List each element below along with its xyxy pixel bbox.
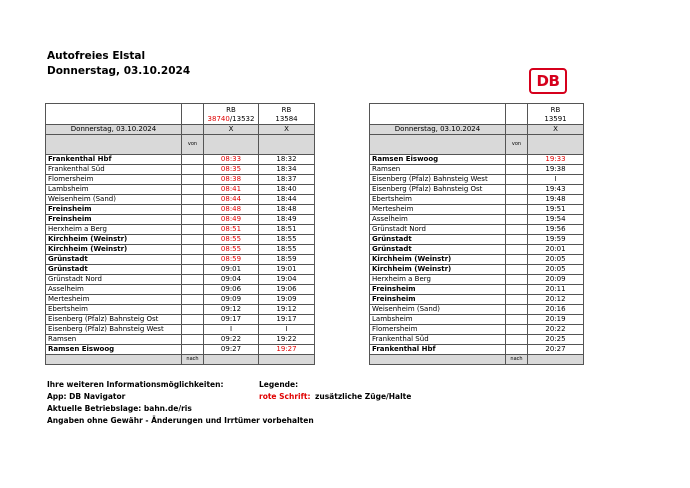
station-name: Grünstadt Nord — [370, 225, 506, 235]
time-cell: 19:17 — [259, 315, 315, 325]
table-row — [370, 285, 584, 295]
time-cell: 20:05 — [528, 255, 584, 265]
table-row — [46, 245, 315, 255]
train-number-main: 13584 — [275, 115, 298, 123]
station-name: Lambsheim — [46, 185, 182, 195]
table-row — [46, 165, 315, 175]
station-name: Frankenthal Hbf — [46, 155, 182, 165]
table-row — [370, 305, 584, 315]
label-empty — [182, 275, 204, 285]
von-empty — [46, 135, 182, 155]
train-number — [261, 115, 312, 124]
time-cell: 20:01 — [528, 245, 584, 255]
time-cell: 18:48 — [259, 205, 315, 215]
label-empty — [506, 315, 528, 325]
table-row — [46, 265, 315, 275]
table-row — [46, 325, 315, 335]
table-row — [370, 295, 584, 305]
label-empty — [506, 295, 528, 305]
time-cell: 09:09 — [204, 295, 259, 305]
table-row — [46, 155, 315, 165]
nach-empty — [46, 355, 182, 365]
time-cell: 19:56 — [528, 225, 584, 235]
train-number-main: /13532 — [229, 115, 255, 123]
label-empty — [506, 305, 528, 315]
time-cell: 19:04 — [259, 275, 315, 285]
train-header-2 — [259, 104, 315, 125]
time-cell: 19:33 — [528, 155, 584, 165]
time-cell: 09:04 — [204, 275, 259, 285]
label-empty — [506, 215, 528, 225]
date-empty — [182, 125, 204, 135]
time-cell: 08:55 — [204, 235, 259, 245]
von-cell — [528, 135, 584, 155]
station-name: Kirchheim (Weinstr) — [46, 245, 182, 255]
table-row — [46, 185, 315, 195]
table-row — [46, 285, 315, 295]
station-name: Grünstadt Nord — [46, 275, 182, 285]
station-name: Grünstadt — [46, 255, 182, 265]
time-cell: 20:09 — [528, 275, 584, 285]
time-cell: 09:17 — [204, 315, 259, 325]
table-row — [46, 315, 315, 325]
station-name: Grünstadt — [46, 265, 182, 275]
train-number — [206, 115, 256, 124]
station-name: Ramsen Eiswoog — [370, 155, 506, 165]
station-name: Asselheim — [46, 285, 182, 295]
station-name: Freinsheim — [370, 285, 506, 295]
time-cell: I — [204, 325, 259, 335]
page-title: Autofreies Elstal — [47, 50, 146, 62]
time-cell: 08:59 — [204, 255, 259, 265]
time-cell: 09:22 — [204, 335, 259, 345]
label-empty — [506, 235, 528, 245]
label-empty — [506, 185, 528, 195]
label-empty — [182, 205, 204, 215]
train-marker: X — [528, 125, 584, 135]
date-label: Donnerstag, 03.10.2024 — [46, 125, 182, 135]
label-empty — [182, 255, 204, 265]
page-date: Donnerstag, 03.10.2024 — [47, 65, 191, 77]
label-empty — [182, 195, 204, 205]
table-row — [370, 205, 584, 215]
label-empty — [506, 265, 528, 275]
table-row — [46, 345, 315, 355]
table-row — [370, 315, 584, 325]
time-cell: 18:55 — [259, 235, 315, 245]
timetable-right — [369, 103, 584, 365]
station-name: Ramsen Eiswoog — [46, 345, 182, 355]
time-cell: 19:22 — [259, 335, 315, 345]
time-cell: 20:16 — [528, 305, 584, 315]
label-empty — [182, 335, 204, 345]
info-heading: Ihre weiteren Informationsmöglichkeiten: — [47, 380, 224, 389]
station-name: Eisenberg (Pfalz) Bahnsteig Ost — [370, 185, 506, 195]
time-cell: 18:49 — [259, 215, 315, 225]
time-cell: 09:06 — [204, 285, 259, 295]
time-cell: 20:11 — [528, 285, 584, 295]
time-cell: 18:51 — [259, 225, 315, 235]
station-name: Freinsheim — [370, 295, 506, 305]
time-cell: 19:48 — [528, 195, 584, 205]
table-row — [370, 275, 584, 285]
time-cell: 18:34 — [259, 165, 315, 175]
table-row — [46, 195, 315, 205]
legend-red-text: zusätzliche Züge/Halte — [315, 392, 412, 401]
table-row — [370, 195, 584, 205]
header-empty-label — [506, 104, 528, 125]
time-cell: 20:22 — [528, 325, 584, 335]
table-row — [46, 275, 315, 285]
header-empty-label — [182, 104, 204, 125]
time-cell: 18:40 — [259, 185, 315, 195]
time-cell: 08:33 — [204, 155, 259, 165]
station-name: Kirchheim (Weinstr) — [46, 235, 182, 245]
time-cell: 09:27 — [204, 345, 259, 355]
station-name: Lambsheim — [370, 315, 506, 325]
table-row — [46, 215, 315, 225]
label-empty — [506, 175, 528, 185]
label-empty — [506, 245, 528, 255]
table-row — [370, 255, 584, 265]
info-app: App: DB Navigator — [47, 392, 126, 401]
time-cell: 19:27 — [259, 345, 315, 355]
label-empty — [506, 335, 528, 345]
time-cell: 08:41 — [204, 185, 259, 195]
nach-cell — [528, 355, 584, 365]
train-marker: X — [259, 125, 315, 135]
time-cell: 19:59 — [528, 235, 584, 245]
header-empty-station — [370, 104, 506, 125]
table-row — [370, 335, 584, 345]
label-empty — [182, 175, 204, 185]
von-cell — [259, 135, 315, 155]
time-cell: 18:37 — [259, 175, 315, 185]
table-row — [370, 345, 584, 355]
von-label: von — [182, 135, 204, 155]
time-cell: 18:59 — [259, 255, 315, 265]
time-cell: 09:12 — [204, 305, 259, 315]
station-name: Eisenberg (Pfalz) Bahnsteig Ost — [46, 315, 182, 325]
table-row — [370, 175, 584, 185]
table-row — [370, 325, 584, 335]
label-empty — [182, 155, 204, 165]
table-row — [370, 225, 584, 235]
time-cell: I — [259, 325, 315, 335]
train-number — [530, 115, 581, 124]
station-name: Ramsen — [370, 165, 506, 175]
nach-empty — [370, 355, 506, 365]
train-header-1 — [204, 104, 259, 125]
table-row — [370, 265, 584, 275]
legend-red-label: rote Schrift: — [259, 392, 311, 401]
table-row — [46, 305, 315, 315]
time-cell: 20:12 — [528, 295, 584, 305]
station-name: Eisenberg (Pfalz) Bahnsteig West — [370, 175, 506, 185]
time-cell: 19:54 — [528, 215, 584, 225]
station-name: Kirchheim (Weinstr) — [370, 265, 506, 275]
label-empty — [182, 315, 204, 325]
time-cell: 20:25 — [528, 335, 584, 345]
nach-label: nach — [182, 355, 204, 365]
label-empty — [506, 165, 528, 175]
time-cell: 19:01 — [259, 265, 315, 275]
station-name: Ebertsheim — [370, 195, 506, 205]
station-name: Weisenheim (Sand) — [46, 195, 182, 205]
label-empty — [506, 205, 528, 215]
label-empty — [182, 165, 204, 175]
time-cell: 08:44 — [204, 195, 259, 205]
time-cell: 08:48 — [204, 205, 259, 215]
table-row — [370, 215, 584, 225]
table-row — [46, 255, 315, 265]
time-cell: 18:32 — [259, 155, 315, 165]
timetable-left — [45, 103, 315, 365]
table-row — [370, 165, 584, 175]
station-name: Ramsen — [46, 335, 182, 345]
von-label: von — [506, 135, 528, 155]
nach-label: nach — [506, 355, 528, 365]
label-empty — [506, 225, 528, 235]
time-cell: 20:19 — [528, 315, 584, 325]
label-empty — [182, 305, 204, 315]
time-cell: 08:49 — [204, 215, 259, 225]
info-disclaimer: Angaben ohne Gewähr - Änderungen und Irrtümer vorbehalten — [47, 416, 314, 425]
table-row — [370, 245, 584, 255]
time-cell: 20:27 — [528, 345, 584, 355]
station-name: Herxheim a Berg — [370, 275, 506, 285]
time-cell: 19:43 — [528, 185, 584, 195]
station-name: Grünstadt — [370, 235, 506, 245]
table-row — [46, 205, 315, 215]
station-name: Weisenheim (Sand) — [370, 305, 506, 315]
nach-cell — [259, 355, 315, 365]
label-empty — [506, 155, 528, 165]
time-cell: I — [528, 175, 584, 185]
label-empty — [182, 245, 204, 255]
train-type: RB — [550, 106, 561, 114]
station-name: Freinsheim — [46, 205, 182, 215]
time-cell: 18:44 — [259, 195, 315, 205]
station-name: Frankenthal Süd — [370, 335, 506, 345]
nach-cell — [204, 355, 259, 365]
label-empty — [182, 265, 204, 275]
station-name: Mertesheim — [46, 295, 182, 305]
label-empty — [182, 325, 204, 335]
station-name: Frankenthal Süd — [46, 165, 182, 175]
table-row — [46, 235, 315, 245]
von-empty — [370, 135, 506, 155]
legend-heading: Legende: — [259, 380, 299, 389]
label-empty — [182, 185, 204, 195]
train-header-1 — [528, 104, 584, 125]
info-status: Aktuelle Betriebslage: bahn.de/ris — [47, 404, 192, 413]
label-empty — [182, 345, 204, 355]
station-name: Herxheim a Berg — [46, 225, 182, 235]
time-cell: 09:01 — [204, 265, 259, 275]
table-row — [370, 155, 584, 165]
date-empty — [506, 125, 528, 135]
time-cell: 08:38 — [204, 175, 259, 185]
table-row — [46, 175, 315, 185]
time-cell: 20:05 — [528, 265, 584, 275]
table-row — [46, 225, 315, 235]
station-name: Eisenberg (Pfalz) Bahnsteig West — [46, 325, 182, 335]
time-cell: 18:55 — [259, 245, 315, 255]
train-marker: X — [204, 125, 259, 135]
station-name: Freinsheim — [46, 215, 182, 225]
label-empty — [182, 285, 204, 295]
label-empty — [506, 195, 528, 205]
time-cell: 19:12 — [259, 305, 315, 315]
train-type: RB — [226, 106, 236, 114]
label-empty — [506, 255, 528, 265]
time-cell: 19:06 — [259, 285, 315, 295]
label-empty — [182, 235, 204, 245]
station-name: Kirchheim (Weinstr) — [370, 255, 506, 265]
label-empty — [506, 275, 528, 285]
time-cell: 08:51 — [204, 225, 259, 235]
station-name: Flomersheim — [370, 325, 506, 335]
label-empty — [506, 325, 528, 335]
station-name: Flomersheim — [46, 175, 182, 185]
label-empty — [506, 345, 528, 355]
label-empty — [182, 295, 204, 305]
time-cell: 19:09 — [259, 295, 315, 305]
date-label: Donnerstag, 03.10.2024 — [370, 125, 506, 135]
von-cell — [204, 135, 259, 155]
label-empty — [182, 225, 204, 235]
time-cell: 19:38 — [528, 165, 584, 175]
table-row — [46, 295, 315, 305]
table-row — [370, 185, 584, 195]
time-cell: 08:55 — [204, 245, 259, 255]
header-empty-station — [46, 104, 182, 125]
table-row — [46, 335, 315, 345]
table-row — [370, 235, 584, 245]
train-number-main: 13591 — [544, 115, 567, 123]
train-number-extra: 38740 — [207, 115, 230, 123]
label-empty — [506, 285, 528, 295]
station-name: Mertesheim — [370, 205, 506, 215]
db-logo: DB — [529, 68, 567, 94]
time-cell: 19:51 — [528, 205, 584, 215]
time-cell: 08:35 — [204, 165, 259, 175]
station-name: Frankenthal Hbf — [370, 345, 506, 355]
station-name: Grünstadt — [370, 245, 506, 255]
train-type: RB — [281, 106, 292, 114]
label-empty — [182, 215, 204, 225]
station-name: Asselheim — [370, 215, 506, 225]
station-name: Ebertsheim — [46, 305, 182, 315]
